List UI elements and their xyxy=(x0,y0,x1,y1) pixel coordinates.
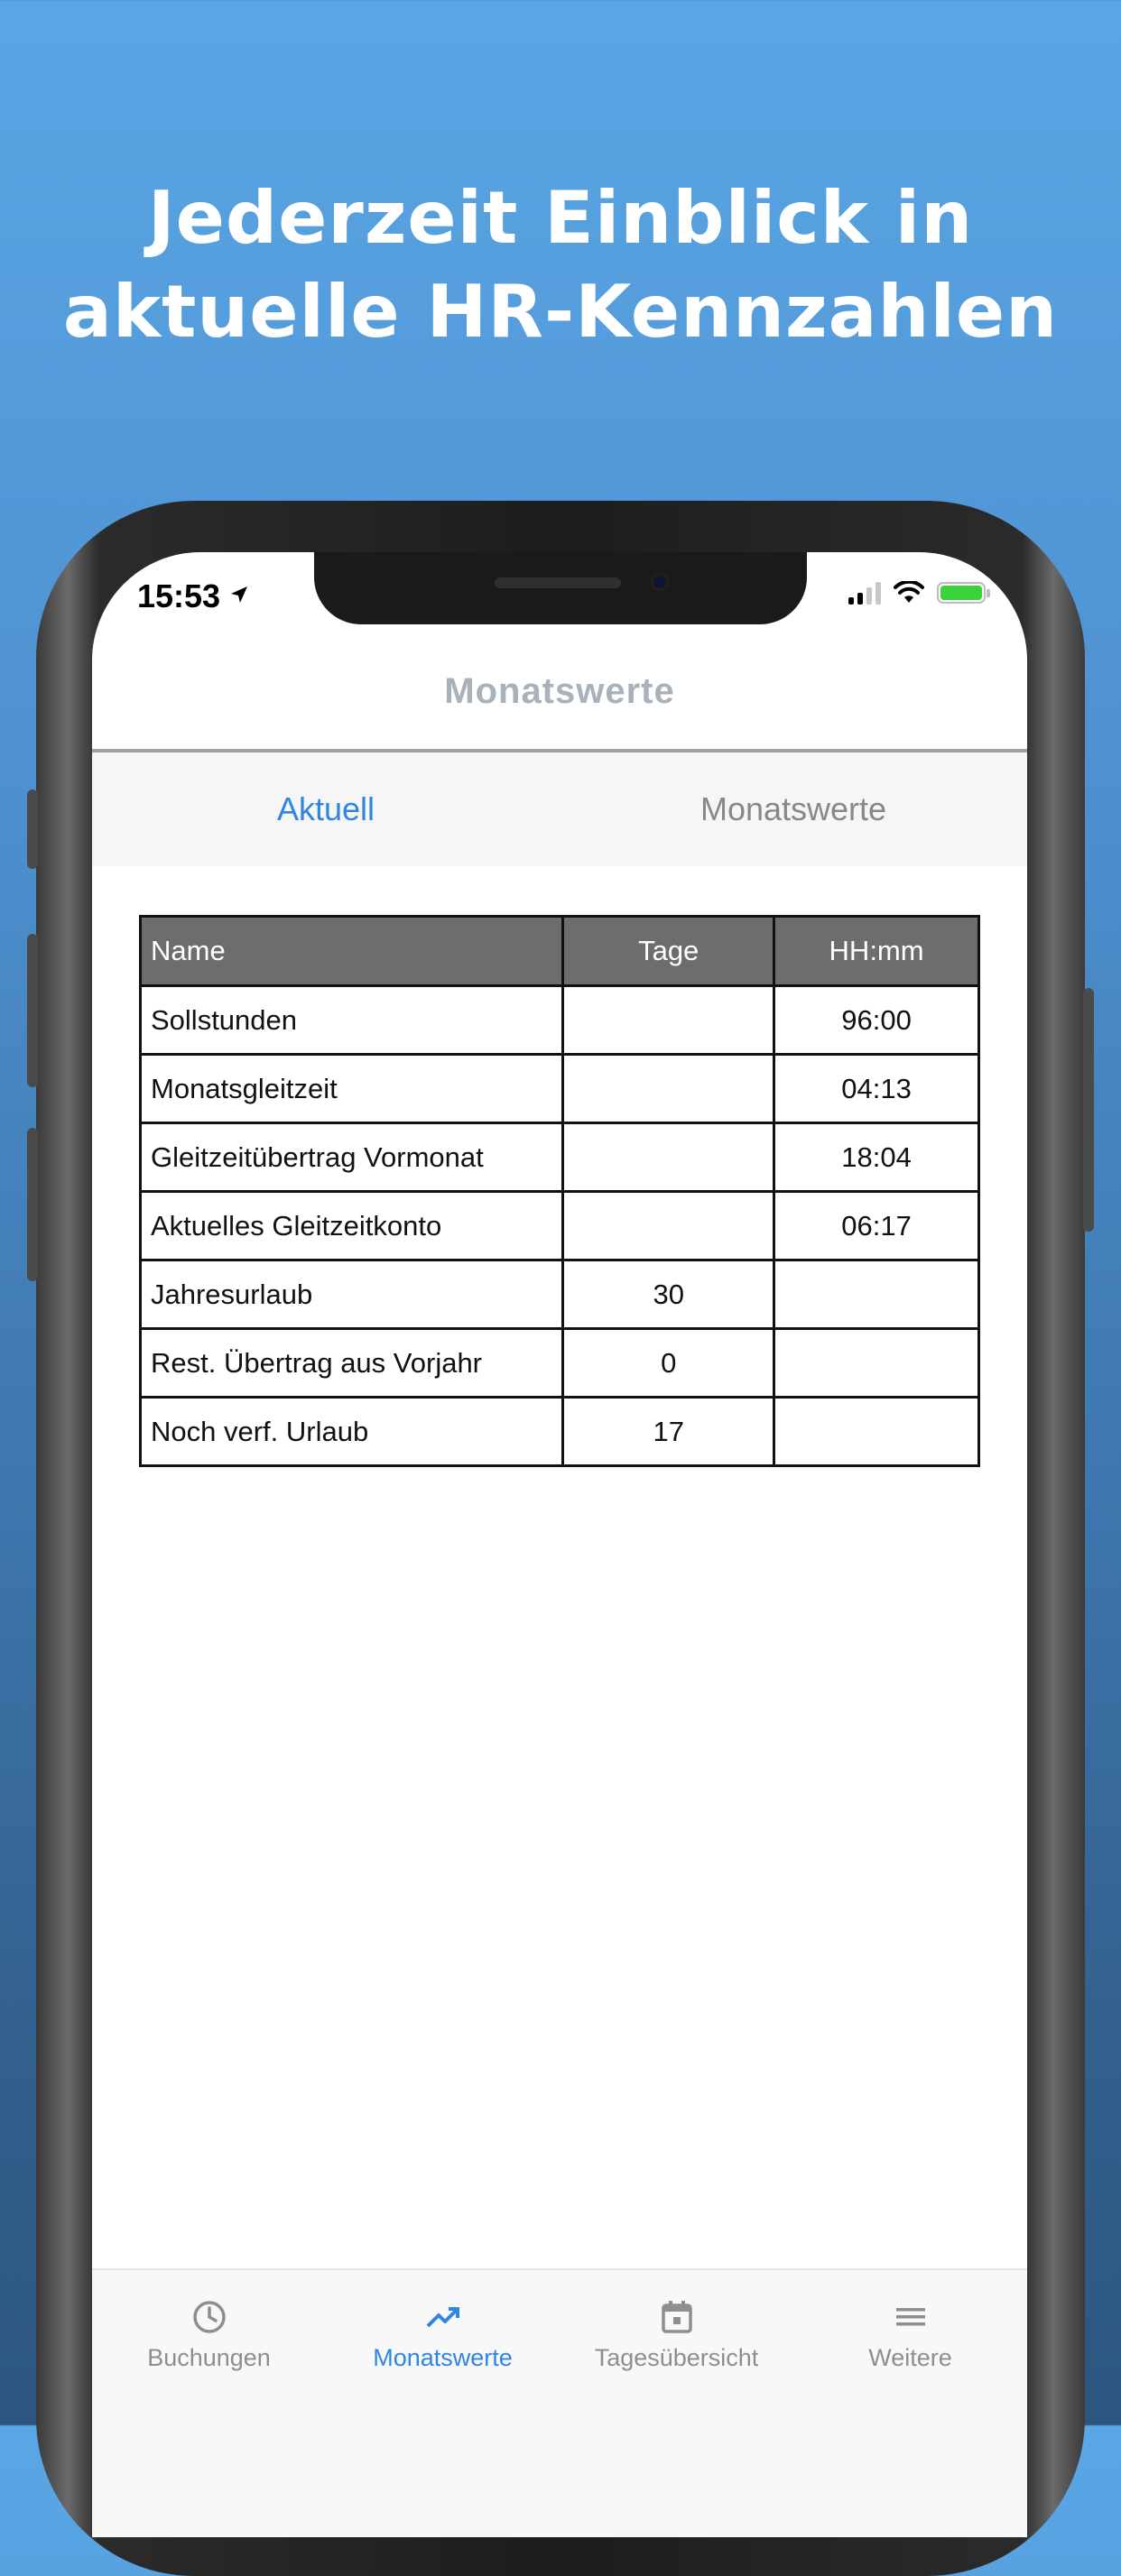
tabbar-item-tagesuebersicht[interactable] xyxy=(560,2270,793,2537)
table-row xyxy=(141,1260,979,1329)
header-name: Name xyxy=(141,917,563,986)
cell-name: Monatsgleitzeit xyxy=(141,1055,563,1123)
speaker-grille xyxy=(495,577,621,588)
cell-name: Gleitzeitübertrag Vormonat xyxy=(141,1123,563,1192)
table-row xyxy=(141,1329,979,1398)
cell-tage xyxy=(563,1192,774,1260)
cell-tage: 30 xyxy=(563,1260,774,1329)
cellular-signal-icon xyxy=(848,581,881,605)
table-row xyxy=(141,986,979,1055)
notch xyxy=(314,552,807,624)
tabbar-item-monatswerte[interactable] xyxy=(326,2270,560,2537)
cell-tage xyxy=(563,1123,774,1192)
tabbar-item-weitere[interactable] xyxy=(793,2270,1027,2537)
header-tage: Tage xyxy=(563,917,774,986)
status-time: 15:53 xyxy=(137,577,221,614)
tabbar-label: Weitere xyxy=(868,2344,952,2371)
cell-tage xyxy=(563,986,774,1055)
segment-tabs xyxy=(92,752,1027,866)
cell-hhmm xyxy=(774,1329,979,1398)
wifi-icon xyxy=(894,581,924,605)
header-hhmm: HH:mm xyxy=(774,917,979,986)
headline-line-1: Jederzeit Einblick in xyxy=(147,176,974,260)
monthly-values-table xyxy=(139,915,980,1467)
trending-up-icon xyxy=(425,2299,461,2335)
cell-name: Jahresurlaub xyxy=(141,1260,563,1329)
phone-volume-down xyxy=(27,1128,38,1281)
cell-name: Aktuelles Gleitzeitkonto xyxy=(141,1192,563,1260)
status-indicators xyxy=(848,581,986,605)
front-camera xyxy=(650,572,670,592)
tabbar-label: Monatswerte xyxy=(373,2344,513,2371)
tabbar-item-buchungen[interactable] xyxy=(92,2270,326,2537)
cell-tage: 17 xyxy=(563,1398,774,1466)
cell-name: Noch verf. Urlaub xyxy=(141,1398,563,1466)
nav-title: Monatswerte xyxy=(444,671,675,711)
headline-line-2: aktuelle HR-Kennzahlen xyxy=(62,270,1059,354)
menu-icon xyxy=(893,2299,929,2335)
battery-icon xyxy=(937,582,986,604)
table-row xyxy=(141,1398,979,1466)
cell-tage: 0 xyxy=(563,1329,774,1398)
tabbar-label: Tagesübersicht xyxy=(594,2344,759,2371)
table-row xyxy=(141,1192,979,1260)
cell-name: Sollstunden xyxy=(141,986,563,1055)
clock-icon xyxy=(191,2299,227,2335)
cell-hhmm: 18:04 xyxy=(774,1123,979,1192)
phone-silent-switch xyxy=(27,789,38,869)
cell-tage xyxy=(563,1055,774,1123)
location-arrow-icon xyxy=(229,585,249,605)
cell-hhmm xyxy=(774,1260,979,1329)
cell-hhmm: 96:00 xyxy=(774,986,979,1055)
tabbar-label: Buchungen xyxy=(147,2344,271,2371)
table-row xyxy=(141,1123,979,1192)
table-row xyxy=(141,1055,979,1123)
cell-hhmm: 04:13 xyxy=(774,1055,979,1123)
tab-monatswerte[interactable]: Monatswerte xyxy=(699,790,887,827)
tab-aktuell[interactable]: Aktuell xyxy=(276,790,375,827)
cell-hhmm: 06:17 xyxy=(774,1192,979,1260)
phone-power-button xyxy=(1083,988,1094,1232)
cell-hhmm xyxy=(774,1398,979,1466)
calendar-icon xyxy=(659,2299,695,2335)
marketing-headline xyxy=(0,171,1121,359)
bottom-tab-bar xyxy=(92,2268,1027,2537)
phone-volume-up xyxy=(27,934,38,1087)
phone-screen xyxy=(92,552,1027,2537)
table-header-row xyxy=(141,917,979,986)
cell-name: Rest. Übertrag aus Vorjahr xyxy=(141,1329,563,1398)
